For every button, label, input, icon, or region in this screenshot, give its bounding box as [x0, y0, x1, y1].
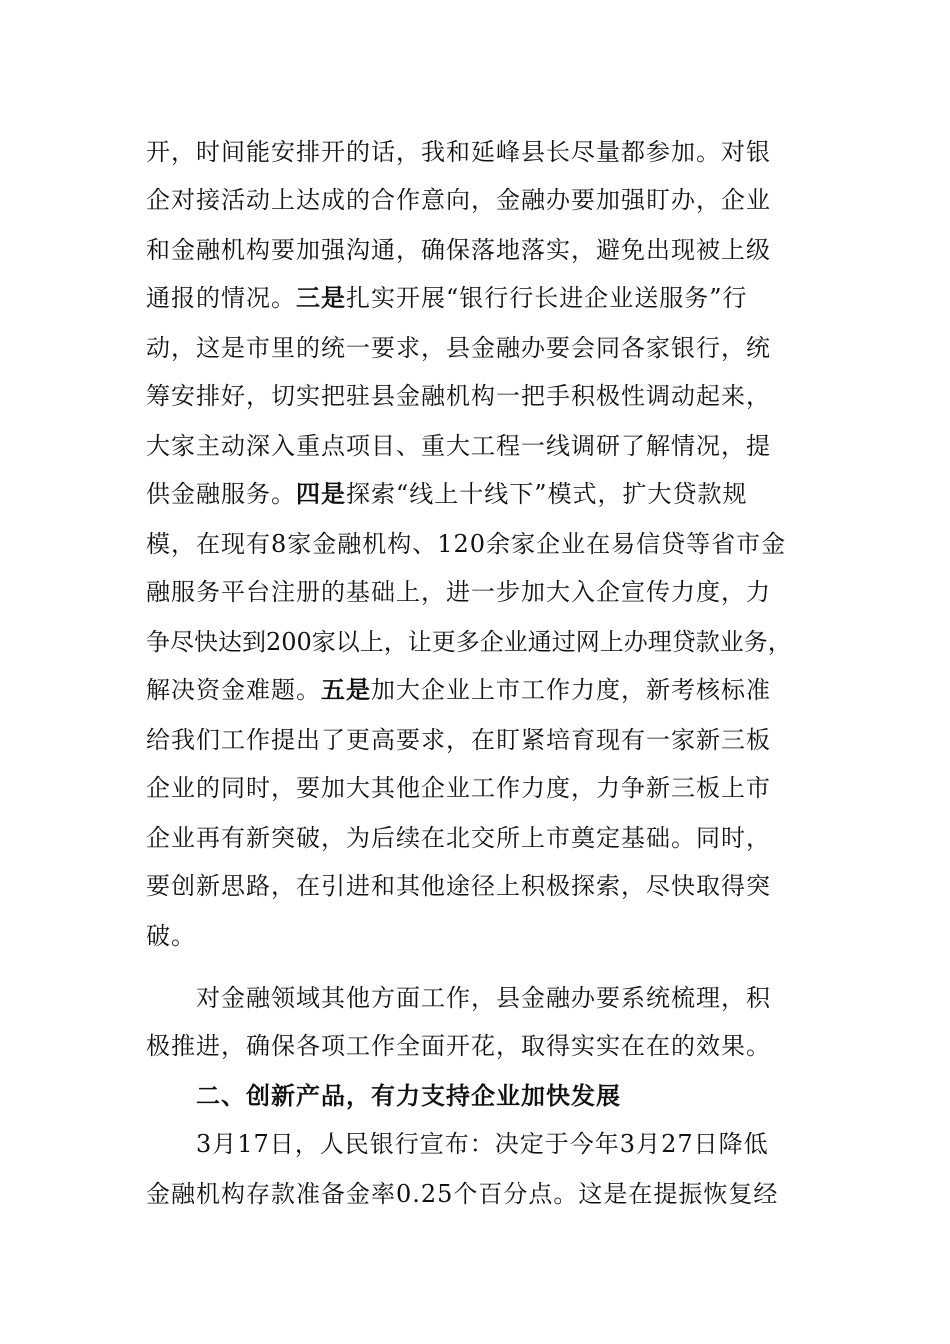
text-line-12: [146, 668, 771, 712]
section-heading: 二、创新产品，有力支持企业加快发展: [196, 1081, 621, 1110]
text-line-3: 和金融机构要加强沟通，确保落地落实，避免出现被上级: [146, 236, 771, 264]
text-line-4: [146, 276, 748, 320]
text-line-16: 要创新思路，在引进和其他途径上积极探索，尽快取得突: [146, 872, 771, 900]
text-line-6: 筹安排好，切实把驻县金融机构一把手积极性调动起来，: [146, 382, 771, 410]
text-line-11: 争尽快达到200家以上，让更多企业通过网上办理贷款业务，: [146, 628, 792, 656]
text-line-9: 模，在现有8家金融机构、120余家企业在易信贷等省市金: [146, 530, 787, 558]
text-segment: 扎实开展“银行行长进企业送服务”行: [346, 284, 748, 312]
text-line-5: 动，这是市里的统一要求，县金融办要会同各家银行，统: [146, 334, 771, 362]
text-line-1: 开，时间能安排开的话，我和延峰县长尽量都参加。对银: [146, 138, 771, 166]
text-segment: 通报的情况。: [146, 284, 296, 312]
text-line-2: 企对接活动上达成的合作意向，金融办要加强盯办，企业: [146, 186, 771, 214]
text-segment: 解决资金难题。: [146, 676, 321, 704]
paragraph-3-line-1: 3月17日，人民银行宣布：决定于今年3月27日降低: [196, 1130, 769, 1158]
text-line-8: [146, 472, 748, 516]
text-segment: 探索“线上十线下”模式，扩大贷款规: [346, 480, 748, 508]
emphasis-si-shi: 四是: [296, 479, 346, 508]
text-line-13: 给我们工作提出了更高要求，在盯紧培育现有一家新三板: [146, 726, 771, 754]
paragraph-2-line-2: 极推进，确保各项工作全面开花，取得实实在在的效果。: [146, 1032, 771, 1060]
text-segment: 供金融服务。: [146, 480, 296, 508]
text-line-14: 企业的同时，要加大其他企业工作力度，力争新三板上市: [146, 774, 771, 802]
text-line-17: 破。: [146, 922, 196, 950]
paragraph-3-line-2: 金融机构存款准备金率0.25个百分点。这是在提振恢复经: [146, 1180, 779, 1208]
text-line-15: 企业再有新突破，为后续在北交所上市奠定基础。同时，: [146, 824, 771, 852]
paragraph-2-line-1: 对金融领域其他方面工作，县金融办要系统梳理，积: [196, 984, 771, 1012]
text-segment: 加大企业上市工作力度，新考核标准: [371, 676, 771, 704]
emphasis-san-shi: 三是: [296, 283, 346, 312]
text-line-10: 融服务平台注册的基础上，进一步加大入企宣传力度，力: [146, 578, 771, 606]
emphasis-wu-shi: 五是: [321, 675, 371, 704]
text-line-7: 大家主动深入重点项目、重大工程一线调研了解情况，提: [146, 432, 771, 460]
